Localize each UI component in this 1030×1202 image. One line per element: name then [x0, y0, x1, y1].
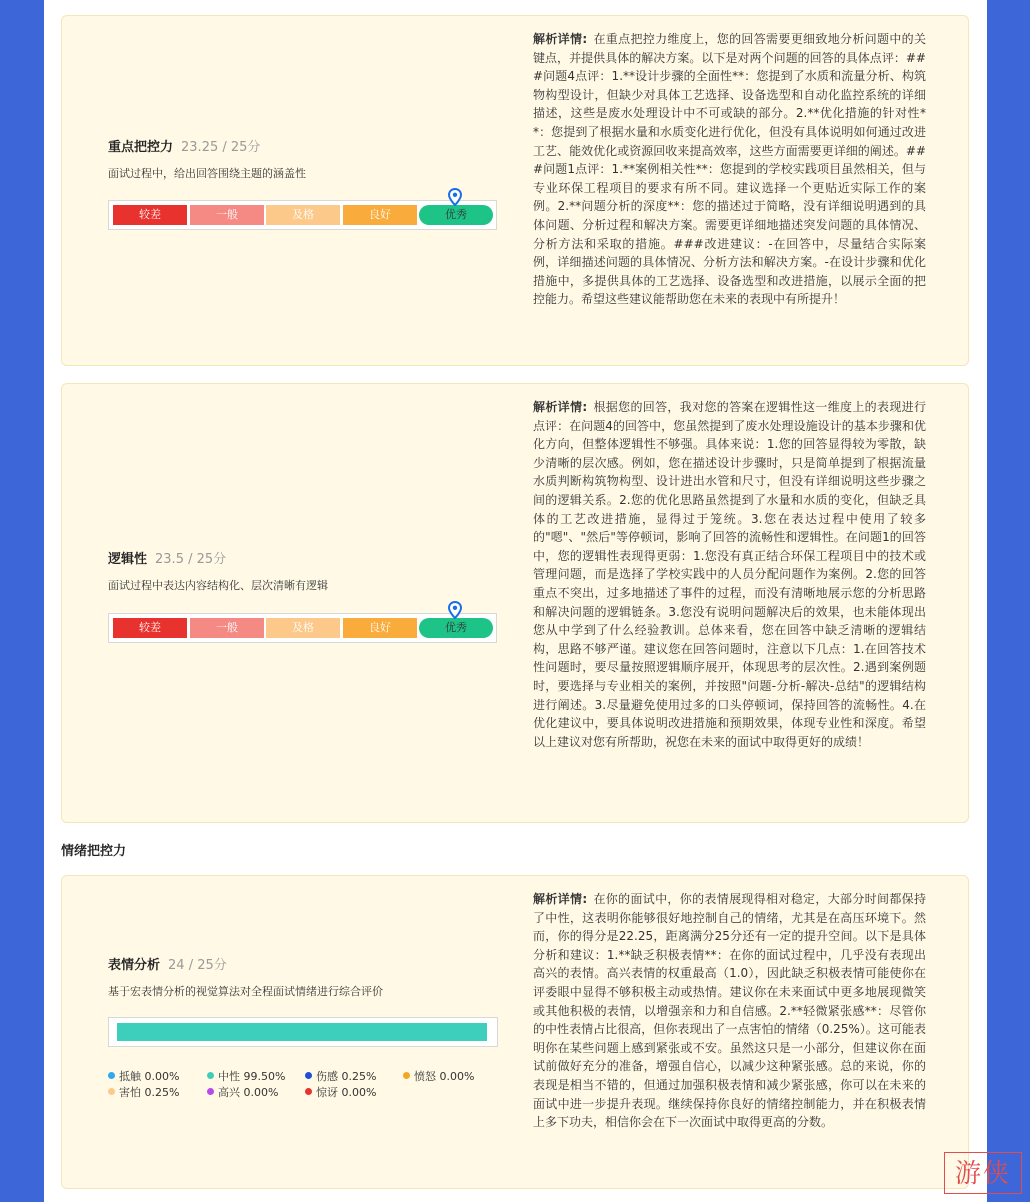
- legend-label: 中性 99.50%: [218, 1070, 286, 1083]
- rating-scale: [108, 200, 497, 230]
- legend-label: 害怕 0.25%: [119, 1086, 180, 1099]
- rating-level: 优秀: [419, 618, 493, 638]
- rating-level: 较差: [113, 618, 187, 638]
- rating-level: 及格: [266, 618, 340, 638]
- detail-label: 解析详情:: [533, 32, 588, 46]
- legend-label: 高兴 0.00%: [218, 1086, 279, 1099]
- rating-level: 良好: [343, 205, 417, 225]
- rating-level: 及格: [266, 205, 340, 225]
- emotion-bar: [108, 1017, 498, 1047]
- rating-level: 一般: [190, 618, 264, 638]
- detail-label: 解析详情:: [533, 400, 588, 414]
- legend-dot-icon: [305, 1088, 312, 1095]
- metric-score: 24 / 25分: [168, 958, 227, 973]
- metric-description: 基于宏表情分析的视觉算法对全程面试情绪进行综合评价: [108, 985, 383, 998]
- legend-dot-icon: [108, 1088, 115, 1095]
- detail-text: 根据您的回答，我对您的答案在逻辑性这一维度上的表现进行点评：在问题4的回答中，您虽然提到了废水处理设施设计的基本步骤和优化方向，但整体逻辑性不够强。具体来说：1.您的回答显得较为零散，缺少清晰的层次感。例如，您在描述设计步骤时，只是简单提到了根据流量水质判断构筑物构型、设计进出水管和尺寸，但没有详细说明这些步骤之间的逻辑关系。2.您的优化思路虽然提到了水量和水质的变化，但缺乏具体的工艺改进措施，显得过于笼统。3.您在表达过程中使用了较多的"嗯"、"然后"等停顿词，影响了回答的流畅性和逻辑性。在问题1的回答中，您的逻辑性表现得更弱：1.您没有真正结合环保工程项目中的技术或管理问题，而是选择了学校实践中的人员分配问题作为案例。2.您的回答重点不突出，过多地描述了事件的过程，而没有清晰地展示您的分析思路和解决问题的逻辑链条。3.您没有说明问题解决后的效果，也未能体现出您从中学到了什么经验教训。总体来看，您在回答中缺乏清晰的逻辑结构，思路不够严谨。建议您在回答问题时，注意以下几点：1.在回答技术性问题时，要尽量按照逻辑顺序展开，体现思考的层次性。2.遇到案例题时，要选择与专业相关的案例，并按照"问题-分析-解决-总结"的逻辑结构进行阐述。3.尽量避免使用过多的口头停顿词，保持回答的流畅性。4.在优化建议中，要具体说明改进措施和预期效果，体现专业性和深度。希望以上建议对您有所帮助，祝您在未来的面试中取得更好的成绩！: [533, 400, 926, 749]
- legend-dot-icon: [207, 1088, 214, 1095]
- detail-text: 在重点把控力维度上，您的回答需要更细致地分析问题中的关键点，并提供具体的解决方案。以下是对两个问题的回答的具体点评：###问题4点评：1.**设计步骤的全面性**：您提到了水质和流量分析、构筑物构型设计，但缺少对具体工艺选择、设备选型和自动化监控系统的详细描述，这些是废水处理设计中不可或缺的部分。2.**优化措施的针对性**：您提到了根据水量和水质变化进行优化，但没有具体说明如何通过改进工艺、能效优化或资源回收来提高效率，这些方面需要更详细的阐述。###问题1点评：1.**案例相关性**：您提到的学校实践项目虽然相关，但与专业环保工程项目的要求有所不同。建议选择一个更贴近实际工作的案例。2.**问题分析的深度**：您的描述过于简略，没有详细说明遇到的具体问题、分析过程和解决方案。需要更详细地描述突发问题的具体情况、分析方法和采取的措施。###改进建议：-在回答中，尽量结合实际案例，详细描述问题的具体情况、分析方法和解决方案。-在设计步骤和优化措施中，多提供具体的工艺选择、设备选型和改进措施，以展示全面的把控能力。希望这些建议能帮助您在未来的表现中有所提升！: [533, 32, 926, 307]
- legend-item: [108, 1084, 179, 1100]
- legend-item: [305, 1068, 376, 1084]
- rating-level: 较差: [113, 205, 187, 225]
- legend-dot-icon: [108, 1072, 115, 1079]
- location-pin-icon: [448, 188, 462, 206]
- detail-label: 解析详情:: [533, 892, 588, 906]
- metric-title: 逻辑性: [108, 552, 148, 567]
- watermark-stamp: 游侠: [944, 1152, 1022, 1194]
- legend-label: 惊讶 0.00%: [316, 1086, 377, 1099]
- metric-description: 面试过程中表达内容结构化、层次清晰有逻辑: [108, 579, 328, 592]
- legend-dot-icon: [305, 1072, 312, 1079]
- section-title: 情绪把控力: [61, 844, 127, 859]
- detail-text: 在你的面试中，你的表情展现得相对稳定，大部分时间都保持了中性，这表明你能够很好地控制自己的情绪，尤其是在高压环境下。然而，你的得分是22.25，距离满分25分还有一定的提升空间。以下是具体分析和建议：1.**缺乏积极表情**：在你的面试过程中，几乎没有表现出高兴的表情。高兴表情的权重最高（1.0），因此缺乏积极表情可能使你在评委眼中显得不够积极主动或热情。建议你在未来面试中更多地展现微笑或其他积极的表情，以增强亲和力和自信感。2.**轻微紧张感**：尽管你的中性表情占比很高，但你表现出了一点害怕的情绪（0.25%）。这可能表明你在某些问题上感到紧张或不安。虽然这只是一小部分，但建议你在面试前做好充分的准备，增强自信心，以减少这种紧张感。总的来说，你的表现是相当不错的，但通过加强积极表情和减少紧张感，你可以在未来的面试中进一步提升表现。继续保持你良好的情绪控制能力，并在积极表情上多下功夫，相信你会在下一次面试中取得更高的分数。: [533, 892, 926, 1130]
- emotion-bar-fill: [117, 1023, 487, 1041]
- legend-label: 伤感 0.25%: [316, 1070, 377, 1083]
- rating-scale: [108, 613, 497, 643]
- legend-dot-icon: [403, 1072, 410, 1079]
- legend-item: [207, 1068, 285, 1084]
- metric-header: [108, 954, 227, 973]
- rating-level: 一般: [190, 205, 264, 225]
- analysis-detail: [533, 398, 926, 751]
- metric-header: [108, 136, 260, 155]
- metric-score: 23.25 / 25分: [181, 140, 261, 155]
- metric-description: 面试过程中，给出回答围绕主题的涵盖性: [108, 167, 306, 180]
- location-pin-icon: [448, 601, 462, 619]
- rating-level: 优秀: [419, 205, 493, 225]
- analysis-detail: [533, 890, 926, 1132]
- legend-item: [207, 1084, 278, 1100]
- legend-item: [403, 1068, 474, 1084]
- metric-header: [108, 548, 226, 567]
- metric-score: 23.5 / 25分: [155, 552, 227, 567]
- legend-item: [305, 1084, 376, 1100]
- legend-label: 愤怒 0.00%: [414, 1070, 475, 1083]
- metric-title: 重点把控力: [108, 140, 174, 155]
- legend-label: 抵触 0.00%: [119, 1070, 180, 1083]
- analysis-detail: [533, 30, 926, 309]
- legend-item: [108, 1068, 179, 1084]
- metric-title: 表情分析: [108, 958, 161, 973]
- legend-dot-icon: [207, 1072, 214, 1079]
- rating-level: 良好: [343, 618, 417, 638]
